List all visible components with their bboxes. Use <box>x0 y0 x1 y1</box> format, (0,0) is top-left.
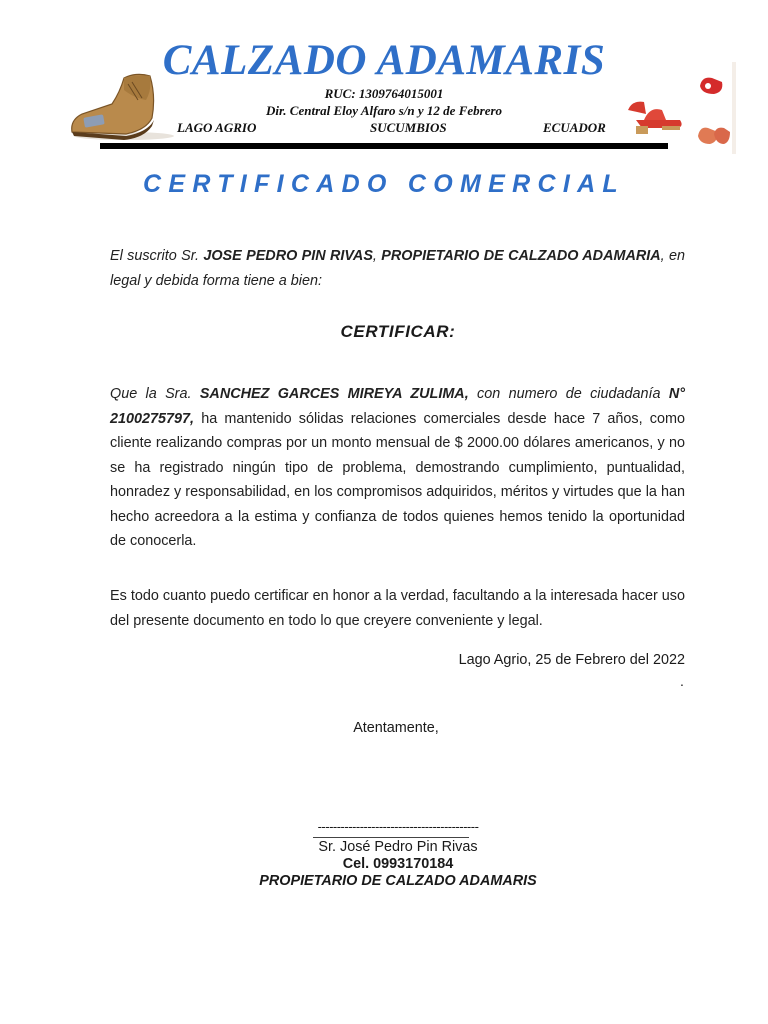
date-dot: . <box>680 673 684 689</box>
client-id: N° 2100275797, <box>110 386 685 427</box>
intro-tail: , en legal y debida forma tiene a bien: <box>110 248 685 289</box>
body-mid: con numero de ciudadanía <box>468 386 669 402</box>
intro-lead: El suscrito Sr. <box>110 248 204 264</box>
intro-separator: , <box>372 248 382 264</box>
signer-role: PROPIETARIO DE CALZADO ADAMARIS <box>259 873 537 889</box>
document-date: Lago Agrio, 25 de Febrero del 2022 <box>458 652 685 668</box>
salutation: Atentamente, <box>353 720 439 736</box>
client-name: SANCHEZ GARCES MIREYA ZULIMA, <box>199 386 469 402</box>
location-city: LAGO AGRIO <box>177 120 257 135</box>
company-address: Dir. Central Eloy Alfaro s/n y 12 de Febrero <box>265 103 503 118</box>
signature-line: ------------------------------------------ <box>317 819 479 834</box>
owner-role: PROPIETARIO DE CALZADO ADAMARIA <box>381 248 661 264</box>
signer-phone: Cel. 0993170184 <box>342 856 454 872</box>
owner-name: JOSE PEDRO PIN RIVAS <box>203 248 373 264</box>
location-province: SUCUMBIOS <box>370 120 447 135</box>
closing-paragraph: Es todo cuanto puedo certificar en honor a la verdad, facultando a la interesada hacer uso del presente documento en todo lo que creyere conveniente y legal. <box>110 588 685 629</box>
signature-underline <box>313 837 469 838</box>
signer-name: Sr. José Pedro Pin Rivas <box>318 839 478 855</box>
header-divider <box>100 143 668 149</box>
location-country: ECUADOR <box>543 120 606 135</box>
body-paragraph <box>110 382 685 554</box>
brand-name: CALZADO ADAMARIS <box>162 37 606 84</box>
body-lead: Que la Sra. <box>110 386 200 402</box>
intro-paragraph <box>110 244 685 293</box>
ruc-number: RUC: 1309764015001 <box>324 86 444 101</box>
document-title: CERTIFICADO COMERCIAL <box>143 170 625 198</box>
certify-heading: CERTIFICAR: <box>340 322 456 341</box>
body-tail: ha mantenido sólidas relaciones comerciales desde hace 7 años, como cliente realizando compras por un monto mensual de $ 2000.00 dólares americanos, y no se ha registrado ningún tipo de problema, demostrando cumplimiento, puntualidad, honradez y responsabilidad, en los compromisos adquiridos, méritos y virtudes que la han hecho acreedora a la estima y confianza de todos quienes hemos tenido la oportunidad de conocerla. <box>110 410 685 549</box>
